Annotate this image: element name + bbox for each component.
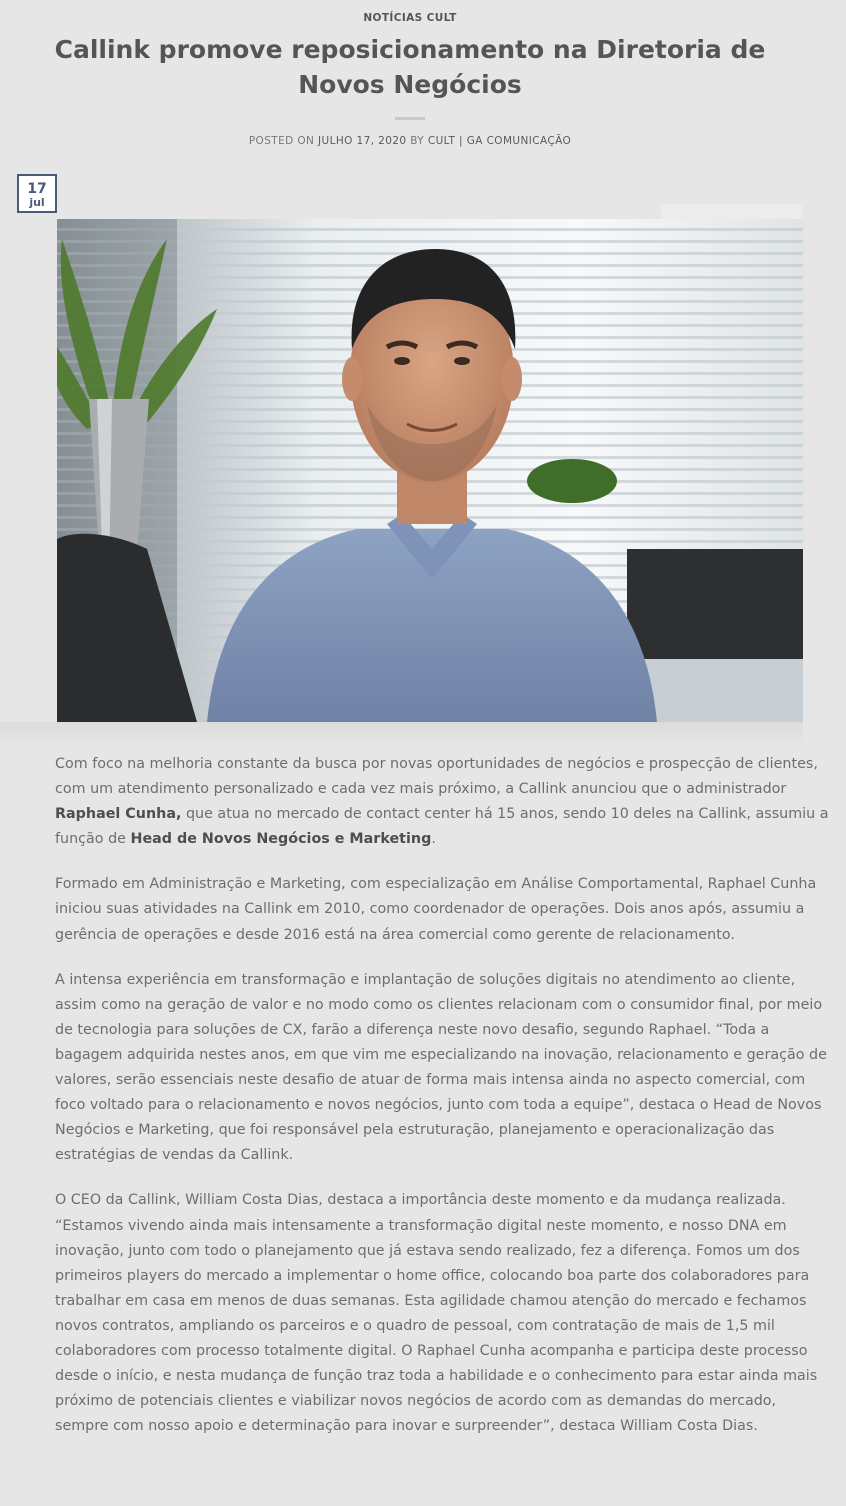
post-title: Callink promove reposicionamento na Diretoria de Novos Negócios	[54, 35, 766, 99]
image-bottom-shadow	[0, 722, 803, 746]
post-date-link[interactable]: JULHO 17, 2020	[318, 135, 407, 147]
post-content	[55, 752, 831, 1459]
badge-day: 17	[27, 181, 47, 197]
post-category[interactable]: NOTÍCIAS CULT	[363, 12, 457, 24]
paragraph-1-text-b: que atua no mercado de contact center há 15 anos, sendo 10 deles na Callink, assumiu a função de	[55, 806, 829, 848]
post-meta	[0, 135, 820, 147]
paragraph-1-text-a: Com foco na melhoria constante da busca por novas oportunidades de negócios e prospecção de clientes, com um atendimento personalizado e cada vez mais próximo, a Callink anunciou que o administrador	[55, 756, 818, 798]
highlight-role: Head de Novos Negócios e Marketing	[130, 831, 432, 848]
paragraph-1	[55, 752, 831, 852]
paragraph-3: A intensa experiência em transformação e implantação de soluções digitais no atendimento ao cliente, assim como na geração de valor e no modo como os clientes relacionam com o consumidor final, por meio de tecnologia para soluções de CX, farão a diferença neste novo desafio, segundo Raphael. “Toda a bagagem adquirida nestes anos, em que vim me especializando na inovação, relacionamento e geração de valores, serão essenciais neste desafio de atuar de forma mais intensa ainda no aspecto comercial, com foco voltado para o relacionamento e novos negócios, junto com toda a equipe”, destaca o Head de Novos Negócios e Marketing, que foi responsável pela estruturação, planejamento e operacionalização das estratégias de vendas da Callink.	[55, 971, 827, 1164]
title-divider	[395, 117, 425, 120]
featured-photo	[57, 219, 803, 722]
post-date-badge	[17, 174, 57, 213]
badge-month: jul	[29, 196, 45, 209]
posted-on-label: POSTED ON	[248, 135, 315, 147]
by-label: BY	[410, 135, 425, 147]
paragraph-2: Formado em Administração e Marketing, com especialização em Análise Comportamental, Raphael Cunha iniciou suas atividades na Callink em 2010, como coordenador de operações. Dois anos após, assumiu a gerência de operações e desde 2016 está na área comercial como gerente de relacionamento.	[55, 876, 817, 943]
paragraph-1-text-c: .	[431, 831, 436, 848]
paragraph-4: O CEO da Callink, William Costa Dias, destaca a importância deste momento e da mudança realizada. “Estamos vivendo ainda mais intensamente a transformação digital neste momento, e nosso DNA em inovação, junto com todo o planejamento que já estava sendo realizado, fez a diferença. Fomos um dos primeiros players do mercado a implementar o home office, colocando boa parte dos colaboradores para trabalhar em casa em menos de duas semanas. Esta agilidade chamou atenção do mercado e fechamos novos contratos, ampliando os parceiros e o quadro de pessoal, com contratação de mais de 1,5 mil colaboradores com processo totalmente digital. O Raphael Cunha acompanha e participa deste processo desde o início, e nesta mudança de função traz toda a habilidade e o conhecimento para estar ainda mais próximo de potenciais clientes e viabilizar novos negócios de acordo com as demandas do mercado, sempre com nosso apoio e determinação para inovar e surpreender”, destaca William Costa Dias.	[55, 1192, 818, 1435]
highlight-name: Raphael Cunha,	[55, 806, 182, 823]
post-author-link[interactable]: CULT | GA COMUNICAÇÃO	[427, 135, 572, 147]
